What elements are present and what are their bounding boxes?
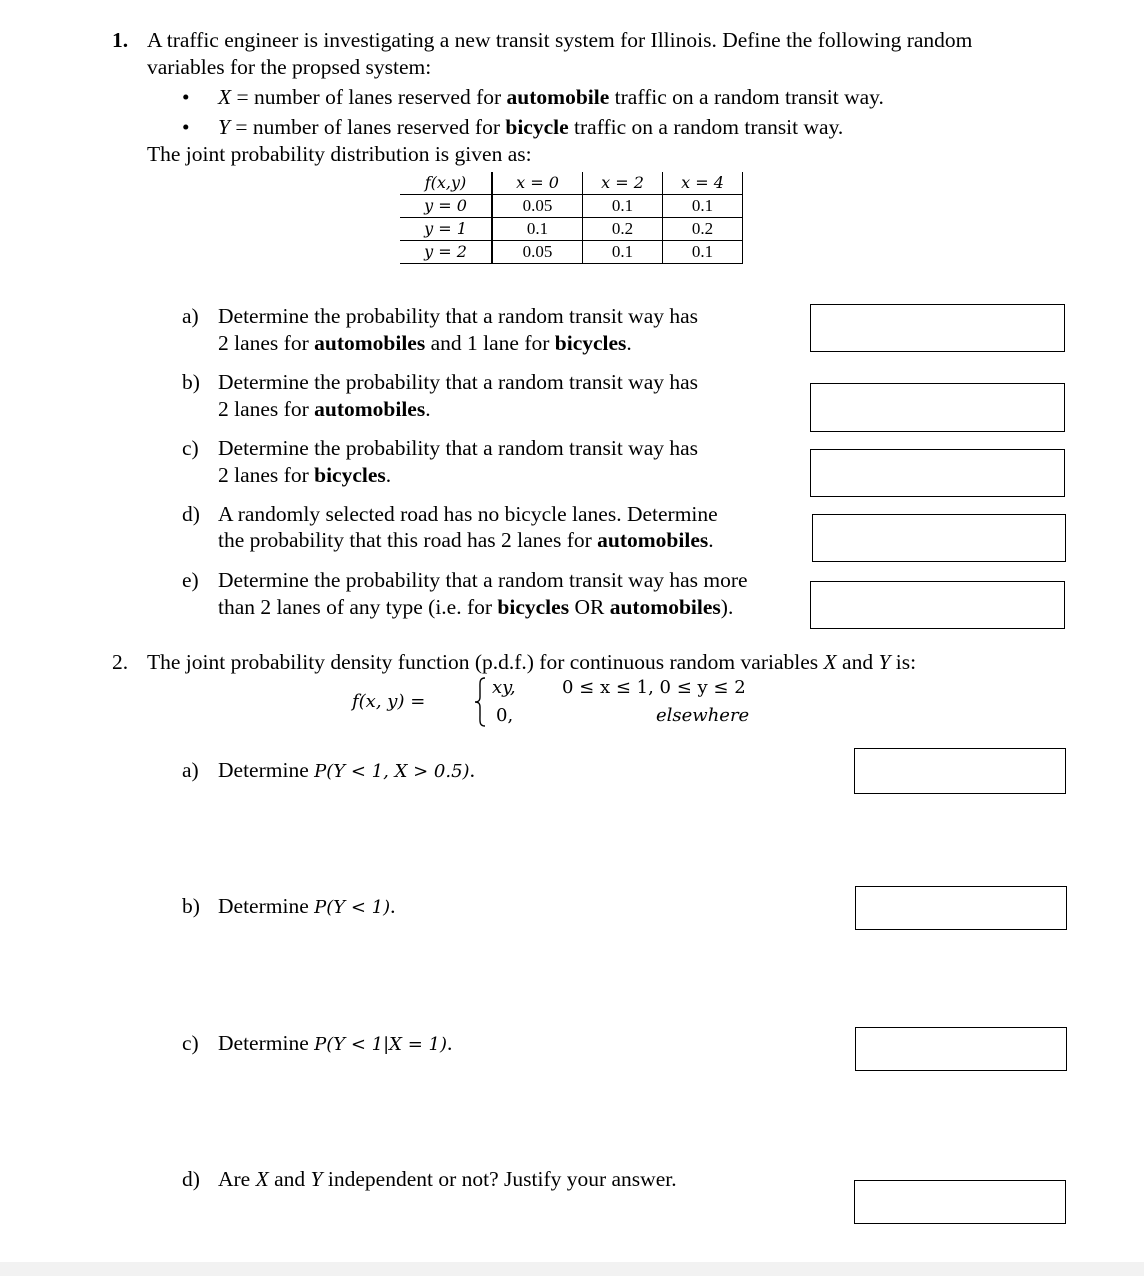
brace-icon	[474, 677, 486, 727]
q1d-text: A randomly selected road has no bicycle lanes. Determine	[218, 502, 718, 526]
part-label: a)	[182, 304, 199, 328]
q2a-text: Determine P(Y < 1, X > 0.5).	[218, 758, 475, 782]
q2b-text: Determine P(Y < 1).	[218, 894, 396, 918]
question-2-intro: The joint probability density function (p.d.f.) for continuous random variables X and Y is:	[147, 650, 917, 674]
part-label: d)	[182, 502, 200, 526]
header-cell: f(x,y)	[400, 172, 492, 195]
question-1-intro: A traffic engineer is investigating a new transit system for Illinois. Define the following random	[147, 28, 973, 52]
answer-box-1e[interactable]	[810, 581, 1065, 629]
table-row	[400, 218, 743, 241]
table-cell: 0.05	[492, 241, 583, 264]
q1b-text: Determine the probability that a random transit way has	[218, 370, 699, 394]
joint-probability-table	[400, 172, 743, 264]
answer-box-2a[interactable]	[854, 748, 1066, 794]
q1b-text-2: 2 lanes for automobiles.	[218, 397, 431, 421]
q1a-text-2: 2 lanes for automobiles and 1 lane for bicycles.	[218, 331, 632, 355]
bullet-y-definition: Y = number of lanes reserved for bicycle traffic on a random transit way.	[218, 115, 844, 139]
answer-box-2c[interactable]	[855, 1027, 1067, 1071]
pdf-condition-2: elsewhere	[656, 705, 750, 726]
q1e-text: Determine the probability that a random transit way has more	[218, 568, 748, 592]
part-label: c)	[182, 1031, 199, 1055]
header-cell: x = 4	[663, 172, 743, 195]
table-cell: 0.1	[492, 218, 583, 241]
q1d-text-2: the probability that this road has 2 lanes for automobiles.	[218, 528, 714, 552]
part-label: b)	[182, 370, 200, 394]
q1a-text: Determine the probability that a random transit way has	[218, 304, 699, 328]
header-cell: x = 0	[492, 172, 583, 195]
q2c-text: Determine P(Y < 1|X = 1).	[218, 1031, 453, 1055]
q1c-text-2: 2 lanes for bicycles.	[218, 463, 392, 487]
row-label: y = 0	[400, 195, 492, 218]
pdf-lhs: f(x, y) =	[352, 691, 426, 712]
table-cell: 0.2	[663, 218, 743, 241]
part-label: e)	[182, 568, 199, 592]
part-label: b)	[182, 894, 200, 918]
table-cell: 0.1	[663, 241, 743, 264]
answer-box-1d[interactable]	[812, 514, 1066, 562]
table-header-row	[400, 172, 743, 195]
row-label: y = 1	[400, 218, 492, 241]
table-row	[400, 241, 743, 264]
pdf-case-1: xy,	[492, 677, 516, 698]
table-row	[400, 195, 743, 218]
bottom-bar	[0, 1262, 1144, 1276]
bullet-x-definition: X = number of lanes reserved for automobile traffic on a random transit way.	[218, 85, 884, 109]
question-1-number: 1.	[112, 28, 129, 52]
pdf-condition-1: 0 ≤ x ≤ 1, 0 ≤ y ≤ 2	[562, 677, 746, 698]
table-cell: 0.1	[583, 241, 663, 264]
table-cell: 0.2	[583, 218, 663, 241]
header-cell: x = 2	[583, 172, 663, 195]
question-2-number: 2.	[112, 650, 129, 674]
bullet-icon: •	[182, 85, 190, 109]
q2d-text: Are X and Y independent or not? Justify your answer.	[218, 1167, 677, 1191]
q1e-text-2: than 2 lanes of any type (i.e. for bicycles OR automobiles).	[218, 595, 734, 619]
part-label: d)	[182, 1167, 200, 1191]
part-label: c)	[182, 436, 199, 460]
table-cell: 0.1	[583, 195, 663, 218]
part-label: a)	[182, 758, 199, 782]
bullet-icon: •	[182, 115, 190, 139]
answer-box-2b[interactable]	[855, 886, 1067, 930]
answer-box-1a[interactable]	[810, 304, 1065, 352]
table-intro: The joint probability distribution is given as:	[147, 142, 532, 166]
table-cell: 0.1	[663, 195, 743, 218]
answer-box-2d[interactable]	[854, 1180, 1066, 1224]
answer-box-1c[interactable]	[810, 449, 1065, 497]
pdf-case-2: 0,	[496, 705, 514, 726]
row-label: y = 2	[400, 241, 492, 264]
answer-box-1b[interactable]	[810, 383, 1065, 432]
q1c-text: Determine the probability that a random transit way has	[218, 436, 699, 460]
table-cell: 0.05	[492, 195, 583, 218]
question-1-intro-2: variables for the propsed system:	[147, 55, 432, 79]
